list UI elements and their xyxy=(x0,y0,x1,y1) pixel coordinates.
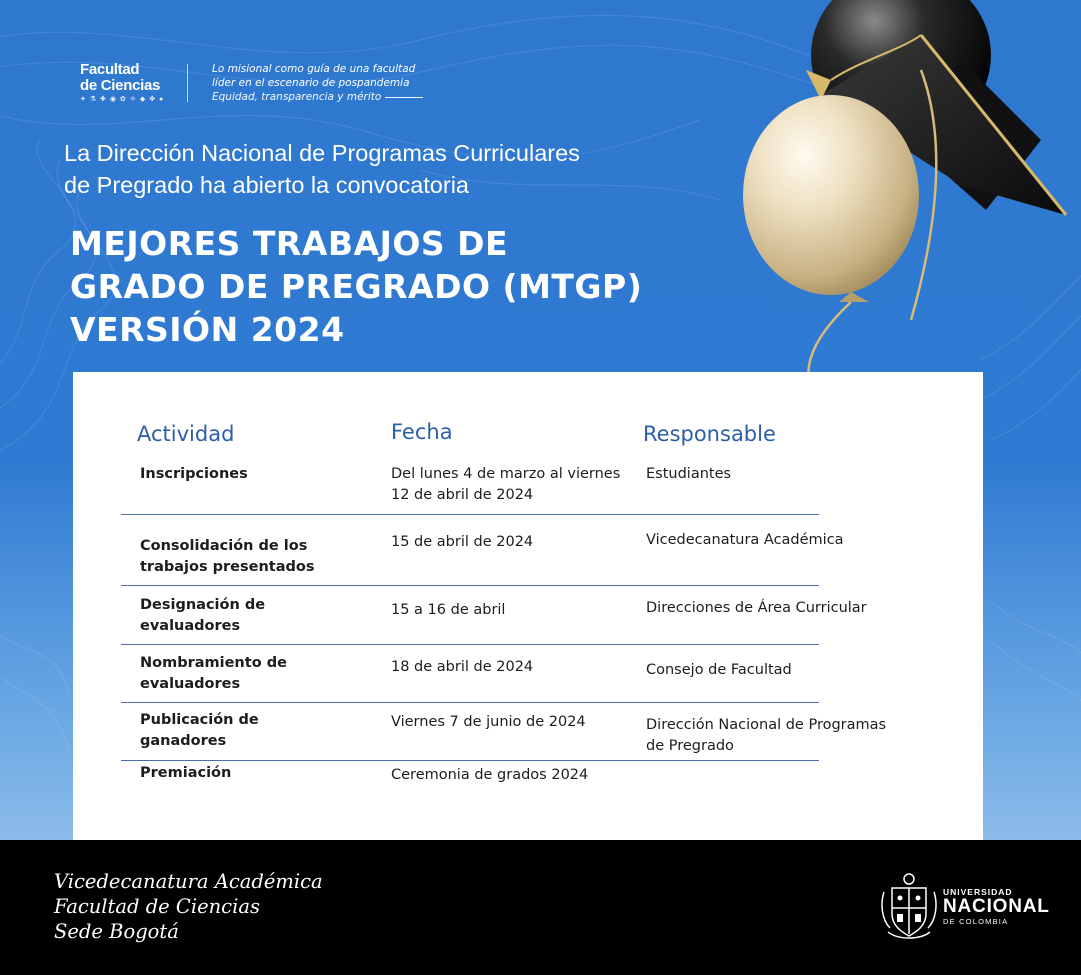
gold-balloon-icon xyxy=(743,95,919,302)
row-fecha: 15 a 16 de abril xyxy=(391,602,506,618)
row-responsable: Direcciones de Área Curricular xyxy=(646,600,867,616)
science-icons: ✦ ⚗ ✚ ◉ ✿ ⚛ ◆ ✤ ● xyxy=(80,96,165,103)
header-actividad: Actividad xyxy=(137,422,235,446)
tagline-line2: líder en el escenario de pospandemia xyxy=(212,77,410,89)
footer-line3: Sede Bogotá xyxy=(54,920,179,943)
row-divider xyxy=(121,644,819,645)
footer-text xyxy=(54,869,323,944)
logo-line1: Facultad xyxy=(80,61,140,78)
row-responsable: Consejo de Facultad xyxy=(646,662,792,678)
schedule-card xyxy=(73,372,983,840)
intro-line1: La Dirección Nacional de Programas Curriculares xyxy=(64,140,580,166)
row-fecha: 18 de abril de 2024 xyxy=(391,659,534,675)
unal-line1: UNIVERSIDAD xyxy=(943,887,1013,897)
row-fecha: Ceremonia de grados 2024 xyxy=(391,767,589,783)
row-responsable: Estudiantes xyxy=(646,466,732,482)
faculty-logo xyxy=(80,62,164,103)
header-fecha: Fecha xyxy=(391,420,453,444)
footer-line2: Facultad de Ciencias xyxy=(54,895,260,918)
intro-line2: de Pregrado ha abierto la convocatoria xyxy=(64,172,469,198)
row-actividad: Inscripciones xyxy=(140,466,248,482)
intro-text xyxy=(64,137,724,201)
tagline xyxy=(212,62,423,104)
tagline-line3: Equidad, transparencia y mérito xyxy=(212,91,382,103)
unal-line2: NACIONAL xyxy=(943,896,1050,917)
row-fecha: Viernes 7 de junio de 2024 xyxy=(391,714,586,730)
row-fecha: 15 de abril de 2024 xyxy=(391,534,534,550)
row-fecha: Del lunes 4 de marzo al viernes 12 de abril de 2024 xyxy=(391,466,621,503)
row-divider xyxy=(121,514,819,515)
headline xyxy=(70,222,770,351)
footer-line1: Vicedecanatura Académica xyxy=(54,870,323,893)
unal-line3: DE COLOMBIA xyxy=(943,917,1009,926)
unal-logo xyxy=(880,870,1060,944)
logo-divider xyxy=(187,64,188,102)
row-responsable: Dirección Nacional de Programas de Pregrado xyxy=(646,717,887,754)
row-actividad: Publicación de ganadores xyxy=(140,712,259,749)
row-actividad: Nombramiento de evaluadores xyxy=(140,655,287,692)
headline-line3: VERSIÓN 2024 xyxy=(70,310,345,349)
tagline-line1: Lo misional como guía de una facultad xyxy=(212,63,416,75)
headline-line2: GRADO DE PREGRADO (MTGP) xyxy=(70,267,643,306)
footer xyxy=(0,840,1081,975)
logo-line2: de Ciencias xyxy=(80,77,161,94)
row-actividad: Consolidación de los trabajos presentados xyxy=(140,538,315,575)
row-divider xyxy=(121,702,819,703)
row-actividad: Designación de evaluadores xyxy=(140,597,266,634)
row-divider xyxy=(121,760,819,761)
unal-shield-icon xyxy=(880,870,938,944)
headline-line1: MEJORES TRABAJOS DE xyxy=(70,224,509,263)
row-responsable: Vicedecanatura Académica xyxy=(646,532,844,548)
tagline-dash xyxy=(385,97,423,98)
header-responsable: Responsable xyxy=(643,422,776,446)
row-divider xyxy=(121,585,819,586)
row-actividad: Premiación xyxy=(140,765,232,781)
